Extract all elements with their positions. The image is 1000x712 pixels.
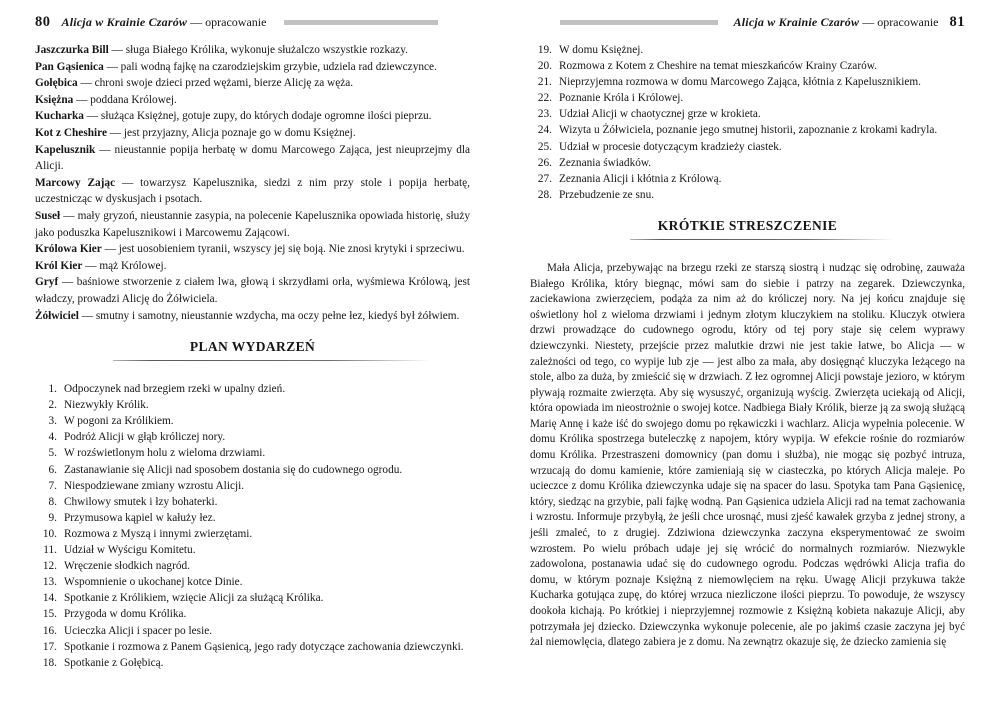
running-title-suffix: — opracowanie	[190, 14, 267, 29]
event-number: 12.	[42, 560, 57, 573]
event-text: Rozmowa z Myszą i innymi zwierzętami.	[64, 527, 253, 540]
character-description: — poddana Królowej.	[76, 93, 177, 106]
event-number: 1.	[48, 383, 57, 396]
event-text: Podróż Alicji w głąb króliczej nory.	[64, 431, 226, 444]
event-item	[530, 139, 965, 155]
event-item	[35, 510, 470, 526]
event-item	[35, 445, 470, 461]
character-description: — smutny i samotny, nieustannie wzdycha, ma oczy pełne łez, kiedyś był żółwiem.	[81, 309, 460, 322]
event-text: Rozmowa z Kotem z Cheshire na temat mieszkańców Krainy Czarów.	[559, 60, 877, 73]
event-item	[35, 574, 470, 590]
running-title-book: Alicja w Krainie Czarów	[61, 14, 188, 29]
character-entry	[35, 175, 470, 208]
page-number-right: 81	[949, 13, 965, 30]
section-heading-krotkie-streszczenie: KRÓTKIE STRESZCZENIE	[657, 217, 838, 233]
character-description: — chroni swoje dzieci przed wężami, bierze Alicję za węża.	[80, 77, 354, 90]
event-item	[35, 558, 470, 574]
event-number: 16.	[42, 624, 57, 637]
event-number: 26.	[537, 156, 552, 169]
event-item	[530, 90, 965, 106]
character-entry	[35, 308, 470, 325]
event-number: 2.	[48, 399, 57, 412]
character-description: — sługa Białego Królika, wykonuje służalczo wszystkie rozkazy.	[111, 44, 408, 56]
page-right	[500, 0, 1000, 712]
character-description: — mały gryzoń, nieustannie zasypia, na polecenie Kapelusznika opowiada historię, służy jako poduszka Kapelusznikowi i Marcowemu Zającowi.	[35, 209, 470, 239]
event-number: 19.	[537, 44, 552, 56]
event-number: 21.	[537, 76, 552, 89]
event-text: Spotkanie i rozmowa z Panem Gąsienicą, jego rady dotyczące zachowania dziewczynki.	[64, 640, 464, 653]
event-item	[35, 542, 470, 558]
event-item	[35, 639, 470, 655]
character-entry	[35, 125, 470, 142]
event-item	[35, 478, 470, 494]
character-entry	[35, 241, 470, 258]
character-name: Gołębica	[35, 77, 78, 90]
event-item	[35, 462, 470, 478]
event-item	[35, 526, 470, 542]
event-text: Udział w Wyścigu Komitetu.	[64, 544, 196, 557]
character-list	[35, 42, 470, 324]
event-text: W domu Księżnej.	[559, 44, 644, 56]
character-description: — mąż Królowej.	[85, 259, 167, 272]
character-entry	[35, 92, 470, 109]
event-number: 20.	[537, 60, 552, 73]
header-divider-bar	[560, 20, 718, 25]
event-text: Spotkanie z Królikiem, wzięcie Alicji za służącą Królika.	[64, 592, 324, 605]
event-text: Wizyta u Żółwiciela, poznanie jego smutnej historii, zapoznanie z krokami kadryla.	[559, 124, 938, 137]
running-title-right	[734, 15, 939, 30]
event-number: 9.	[48, 511, 57, 524]
page-number-left: 80	[35, 13, 51, 30]
running-title-left	[62, 15, 267, 30]
character-name: Król Kier	[35, 259, 83, 272]
event-item	[530, 42, 965, 58]
event-item	[35, 494, 470, 510]
event-item	[530, 187, 965, 203]
character-entry	[35, 108, 470, 125]
event-number: 18.	[42, 656, 57, 669]
event-text: Ucieczka Alicji i spacer po lesie.	[64, 624, 213, 637]
character-name: Kot z Cheshire	[35, 126, 107, 139]
event-text: Chwilowy smutek i łzy bohaterki.	[64, 495, 218, 508]
event-item	[530, 122, 965, 138]
event-number: 17.	[42, 640, 57, 653]
character-name: Kapelusznik	[35, 143, 96, 156]
character-name: Żółwiciel	[35, 309, 79, 322]
character-entry	[35, 42, 470, 59]
event-text: Wspomnienie o ukochanej kotce Dinie.	[64, 576, 243, 589]
event-text: Zeznania świadków.	[559, 156, 652, 169]
character-description: — baśniowe stworzenie z ciałem lwa, głową i skrzydłami orła, wyśmiewa Królową, jest władczy, prowadzi Alicję do Żółwiciela.	[35, 276, 471, 305]
event-item	[35, 397, 470, 413]
event-item	[35, 413, 470, 429]
character-name: Księżna	[35, 93, 74, 106]
character-name: Kucharka	[35, 110, 84, 123]
event-number: 13.	[42, 576, 57, 589]
event-text: Wręczenie słodkich nagród.	[64, 560, 190, 573]
character-description: — pali wodną fajkę na czarodziejskim grzybie, udziela rad dziewczynce.	[106, 60, 437, 73]
character-description: — jest uosobieniem tyranii, wszyscy jej się boją. Nie znosi krytyki i sprzeciwu.	[104, 243, 465, 256]
event-text: W pogoni za Królikiem.	[64, 415, 174, 428]
event-text: Zeznania Alicji i kłótnia z Królową.	[559, 172, 722, 185]
character-name: Gryf	[35, 276, 59, 289]
character-entry	[35, 75, 470, 92]
event-item	[530, 74, 965, 90]
event-number: 28.	[537, 188, 552, 201]
event-item	[530, 155, 965, 171]
event-item	[35, 623, 470, 639]
running-title-book: Alicja w Krainie Czarów	[733, 14, 860, 29]
event-text: Poznanie Króla i Królowej.	[559, 92, 684, 105]
event-number: 24.	[537, 124, 552, 137]
event-number: 4.	[48, 431, 57, 444]
event-number: 23.	[537, 108, 552, 121]
event-number: 25.	[537, 140, 552, 153]
event-number: 10.	[42, 527, 57, 540]
running-title-suffix: — opracowanie	[862, 14, 939, 29]
character-name: Jaszczurka Bill	[35, 44, 109, 56]
event-item	[35, 429, 470, 445]
event-text: Przygoda w domu Królika.	[64, 608, 187, 621]
event-item	[530, 106, 965, 122]
event-item	[35, 381, 470, 397]
character-description: — towarzysz Kapelusznika, siedzi z nim przy stole i popija herbatę, uczestnicząc w dyskusjach i psotach.	[35, 176, 470, 206]
event-number: 15.	[42, 608, 57, 621]
character-entry	[35, 142, 470, 175]
page-header-right	[530, 13, 965, 31]
character-name: Pan Gąsienica	[35, 60, 104, 73]
event-text: Niezwykły Królik.	[64, 399, 149, 412]
character-name: Suseł	[35, 209, 61, 222]
page-header-left	[35, 13, 470, 31]
event-item	[35, 590, 470, 606]
event-number: 3.	[48, 415, 57, 428]
character-entry	[35, 59, 470, 76]
event-text: Przymusowa kąpiel w kałuży łez.	[64, 511, 216, 524]
character-entry	[35, 274, 470, 307]
event-number: 6.	[48, 463, 57, 476]
event-text: Niespodziewane zmiany wzrostu Alicji.	[64, 479, 245, 492]
event-item	[35, 655, 470, 671]
header-divider-bar	[284, 20, 438, 25]
event-text: Udział w procesie dotyczącym kradzieży ciastek.	[559, 140, 782, 153]
event-text: Udział Alicji w chaotycznej grze w krokieta.	[559, 108, 761, 121]
heading-rule	[630, 239, 893, 240]
event-number: 14.	[42, 592, 57, 605]
event-number: 27.	[537, 172, 552, 185]
event-text: Spotkanie z Gołębicą.	[64, 656, 164, 669]
event-number: 5.	[48, 447, 57, 460]
event-text: Przebudzenie ze snu.	[559, 188, 655, 201]
character-description: — służąca Księżnej, gotuje zupy, do których dodaje ogromne ilości pieprzu.	[86, 110, 432, 123]
event-item	[530, 58, 965, 74]
event-number: 11.	[43, 544, 57, 557]
heading-rule	[113, 360, 430, 361]
summary-paragraph: Mała Alicja, przebywając na brzegu rzeki ze starszą siostrą i nudząc się odrobinę, zauważa Białego Królika, który biegnąc, mówi sam do siebie i patrzy na zegarek. Dziewczynka, zaciekawiona zwierzęciem, podąża za nim aż do króliczej nory. Na jej końcu znajduje się oświetlony hol z wieloma drzwiami i jednym złotym kluczykiem na stoliku. Kluczyk otwiera drzwi prowadzące do cudownego ogrodu, który od tej pory staje się celem wyprawy dziewczynki. Niestety, przejście przez malutkie drzwi nie jest takie łatwe, bo Alicja — w zależności od tego, co wypije lub zje — jest albo za mała, aby dosięgnąć kluczyka leżącego na stole, albo za duża, by zmieścić się w drzwiach. Z łez ogromnej Alicji powstaje jezioro, w którym pływają rozmaite zwierzęta. Aby się wysuszyć, organizują wyścig. Zwierzęta uciekają od Alicji, która opowiada im nieostrożnie o swojej kotce. Nadbiega Biały Królik, bierze ją za swoją służącą Marię Annę i każe iść do swojego domu po rękawiczki i wachlarz. Alicja wypełnia polecenie. W domu Królika spostrzega buteleczkę z napojem, który wypija. W efekcie rośnie do rozmiarów domu Królika. Przestraszeni domownicy (pan domu i służba), nie mogąc się pozbyć intruza, wrzucają do domu kamienie, które zamieniają się w ciasteczka, po których Alicja maleje. Po ucieczce z domu Królika dziewczynka udaje się na spacer do lasu. Spotyka tam Pana Gąsienicę, który, siedząc na grzybie, pali fajkę wodną. Pan Gąsienica udziela Alicji rad na temat zachowania i wzrostu. Informuje przybyłą, że jeśli chce urosnąć, musi zjeść kawałek grzyba z jednej strony, a jeśli zmaleć, to z drugiej. Zdziwiona dziewczynka zaczyna eksperymentować ze swoim wzrostem. Po wielu próbach udaje jej się wrócić do normalnych rozmiarów. Niezwykle zadowolona, postanawia udać się do cudownego ogrodu. Podczas wędrówki Alicja trafia do domu, w którym poznaje Księżną z niemowlęciem na ręku. Uwagę Alicji przykuwa także Kucharka gotująca zupę, do której wrzuca niezliczone ilości pieprzu. To powoduje, że wszyscy dookoła kichają. Po krótkiej i nieprzyjemnej rozmowie z Księżną kobieta nakazuje Alicji, aby potrzymała jej dziecko. Dziewczynka wykonuje polecenie, ale po jakimś czasie zaczyna jej być żal niemowlęcia, dlatego zabiera je z domu. Na zewnątrz okazuje się, że dziecko zamienia się	[530, 261, 965, 649]
character-name: Marcowy Zając	[35, 176, 116, 189]
event-text: W rozświetlonym holu z wieloma drzwiami.	[64, 447, 266, 460]
event-item	[530, 171, 965, 187]
event-number: 8.	[48, 495, 57, 508]
event-text: Nieprzyjemna rozmowa w domu Marcowego Zająca, kłótnia z Kapelusznikiem.	[559, 76, 921, 89]
event-number: 22.	[537, 92, 552, 105]
events-list-right	[530, 42, 965, 203]
event-number: 7.	[48, 479, 57, 492]
character-entry	[35, 208, 470, 241]
event-text: Odpoczynek nad brzegiem rzeki w upalny dzień.	[64, 383, 286, 396]
character-entry	[35, 258, 470, 275]
character-description: — jest przyjazny, Alicja poznaje go w domu Księżnej.	[109, 126, 356, 139]
event-item	[35, 606, 470, 622]
character-name: Królowa Kier	[35, 243, 102, 256]
character-description: — nieustannie popija herbatę w domu Marcowego Zająca, jest nieuprzejmy dla Alicji.	[35, 143, 470, 173]
event-text: Zastanawianie się Alicji nad sposobem dostania się do cudownego ogrodu.	[64, 463, 403, 476]
section-heading-plan-wydarzen: PLAN WYDARZEŃ	[189, 339, 316, 355]
events-list-left	[35, 381, 470, 671]
